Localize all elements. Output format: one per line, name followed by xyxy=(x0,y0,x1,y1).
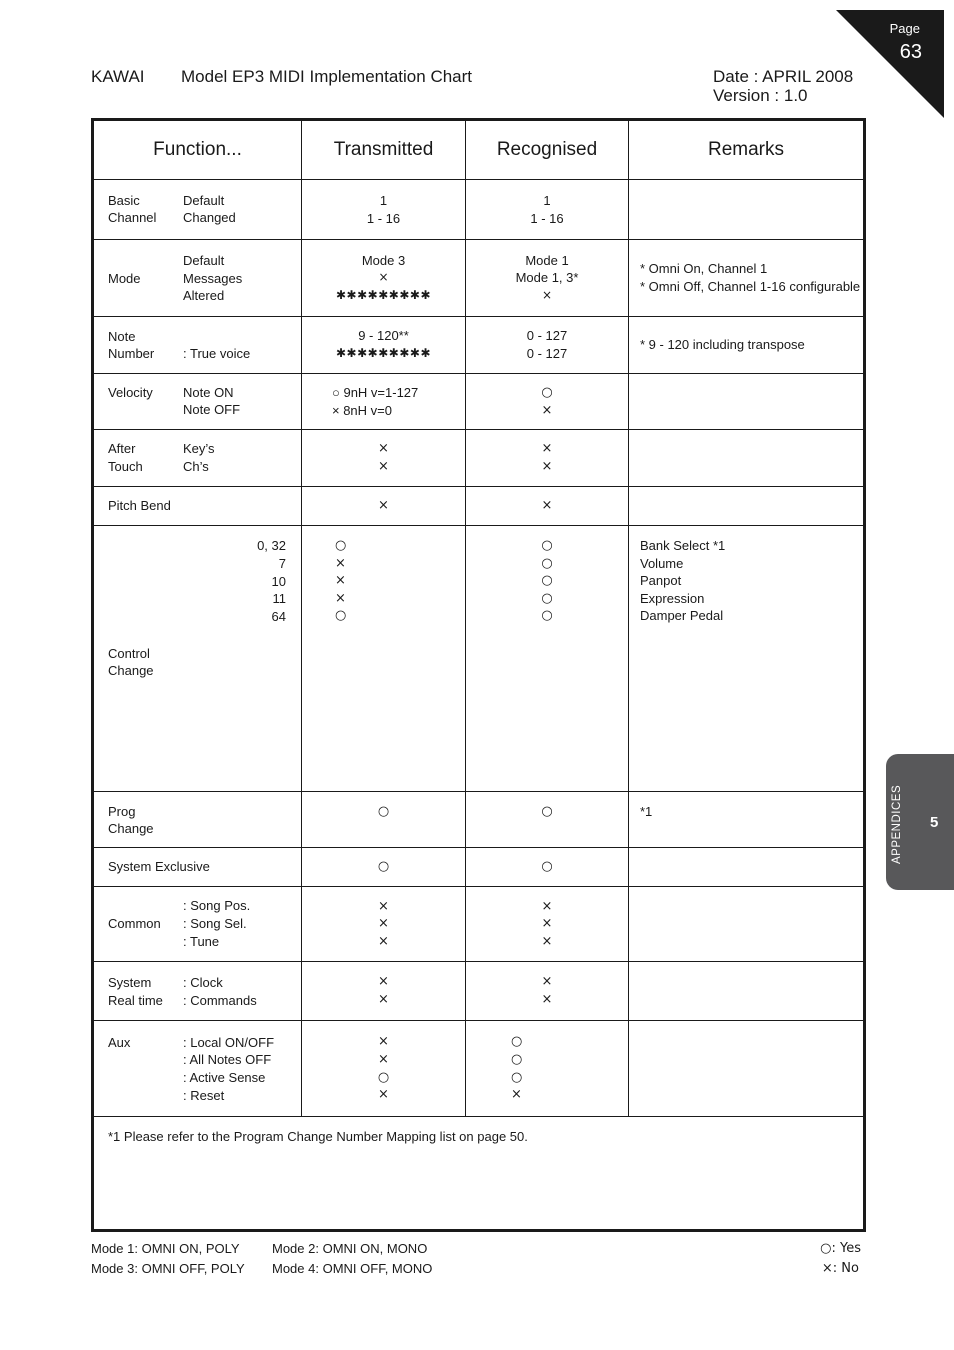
row-control-change xyxy=(93,526,865,792)
chart-version: Version : 1.0 xyxy=(713,86,808,105)
function-label: Touch xyxy=(108,459,143,474)
function-label: Note xyxy=(108,329,136,344)
transmitted-cell xyxy=(302,180,466,240)
transmitted-cell xyxy=(302,430,466,487)
function-sublabel: : All Notes OFF xyxy=(183,1052,272,1067)
function-sublabel: Default xyxy=(183,253,225,268)
row-velocity xyxy=(93,374,865,430)
aux-symbol: × xyxy=(378,1087,389,1103)
cell-value: ○ 9nH v=1-127 xyxy=(332,384,419,400)
remarks-cell xyxy=(629,887,865,962)
aux-symbol: × xyxy=(378,1034,389,1050)
function-sublabel: Key’s xyxy=(183,441,215,456)
row-common xyxy=(93,887,865,962)
not-applicable-marker: ✱✱✱✱✱✱✱✱✱ xyxy=(336,346,431,360)
function-cell xyxy=(93,374,302,430)
transmitted-cell xyxy=(302,317,466,374)
col-header-transmitted: Transmitted xyxy=(302,120,466,180)
row-mode xyxy=(93,240,865,317)
no-symbol: × xyxy=(541,974,553,990)
function-sublabel: Altered xyxy=(183,288,225,303)
remarks-cell xyxy=(629,487,865,526)
no-symbol: × xyxy=(541,992,553,1007)
cc-symbol: ○ xyxy=(541,590,553,606)
cell-value: 1 - 16 xyxy=(366,210,401,226)
recognised-cell xyxy=(466,962,629,1021)
no-symbol: × xyxy=(541,441,553,457)
appendices-tab[interactable] xyxy=(886,754,954,890)
function-sublabel: : Reset xyxy=(183,1088,225,1103)
function-sublabel: Changed xyxy=(183,210,236,225)
row-notes xyxy=(93,1117,865,1231)
remarks-cell xyxy=(629,317,865,374)
function-label: Velocity xyxy=(108,385,153,400)
col-header-remarks: Remarks xyxy=(629,120,865,180)
row-note-number xyxy=(93,317,865,374)
function-sublabel: : Active Sense xyxy=(183,1070,266,1085)
transmitted-cell xyxy=(302,962,466,1021)
controller-number: 11 xyxy=(272,591,286,606)
function-sublabel: : Song Pos. xyxy=(183,898,251,913)
transmitted-cell xyxy=(302,526,466,792)
row-aux xyxy=(93,1021,865,1117)
function-cell xyxy=(93,1021,302,1117)
function-cell xyxy=(93,962,302,1021)
cell-value: Mode 3 xyxy=(361,252,406,268)
row-pitch-bend xyxy=(93,487,865,526)
no-symbol: × xyxy=(541,459,553,474)
function-sublabel: : Clock xyxy=(183,975,223,990)
recognised-cell xyxy=(466,317,629,374)
function-label: Number xyxy=(108,346,155,361)
function-sublabel: Messages xyxy=(183,271,243,286)
mode-legend-4: Mode 4: OMNI OFF, MONO xyxy=(272,1261,433,1276)
transmitted-cell xyxy=(302,374,466,430)
function-cell xyxy=(93,848,302,887)
no-symbol: × xyxy=(378,270,389,285)
cell-value: 9 - 120** xyxy=(358,328,409,344)
no-legend: ×: No xyxy=(821,1261,859,1276)
remarks-cell: *1 xyxy=(629,792,865,848)
no-symbol: × xyxy=(378,441,389,457)
row-system-real-time xyxy=(93,962,865,1021)
recognised-cell xyxy=(466,1021,629,1117)
cell-value: 1 xyxy=(379,192,388,208)
recognised-cell: ○ xyxy=(466,848,629,887)
function-sublabel: Note OFF xyxy=(183,402,241,417)
transmitted-cell: ○ xyxy=(302,848,466,887)
no-symbol: × xyxy=(378,933,389,949)
function-label: System xyxy=(108,975,152,990)
remarks-cell xyxy=(629,526,865,792)
appendices-tab-number: 5 xyxy=(930,814,939,831)
page-number: 63 xyxy=(899,41,922,63)
row-system-exclusive xyxy=(93,848,865,887)
cc-symbol: × xyxy=(335,573,346,589)
row-after-touch xyxy=(93,430,865,487)
not-applicable-marker: ✱✱✱✱✱✱✱✱✱ xyxy=(336,287,431,302)
function-sublabel: : Commands xyxy=(183,993,257,1008)
transmitted-cell: ○ xyxy=(302,792,466,848)
yes-symbol: ○ xyxy=(541,384,553,400)
col-header-recognised: Recognised xyxy=(466,120,629,180)
remarks-cell xyxy=(629,962,865,1021)
brand-name: KAWAI xyxy=(91,67,145,86)
remark-text: Panpot xyxy=(640,573,682,589)
chart-title: Model EP3 MIDI Implementation Chart xyxy=(181,67,473,86)
function-cell xyxy=(93,526,302,792)
mode-legend-3: Mode 3: OMNI OFF, POLY xyxy=(91,1261,245,1276)
function-cell xyxy=(93,240,302,317)
remarks-cell xyxy=(629,848,865,887)
recognised-cell xyxy=(466,526,629,792)
cc-symbol: × xyxy=(335,555,346,571)
function-label: Pitch Bend xyxy=(108,498,171,513)
col-header-function: Function... xyxy=(93,120,302,180)
no-symbol: × xyxy=(541,916,553,932)
function-cell xyxy=(93,792,302,848)
controller-number: 0, 32 xyxy=(257,538,286,553)
aux-symbol: ○ xyxy=(511,1051,523,1067)
remark-text: * Omni Off, Channel 1-16 configurable xyxy=(640,279,861,294)
transmitted-cell xyxy=(302,887,466,962)
function-cell xyxy=(93,180,302,240)
cc-symbol: ○ xyxy=(335,608,347,624)
no-symbol: × xyxy=(378,974,389,990)
function-cell xyxy=(93,317,302,374)
mode-legend-1: Mode 1: OMNI ON, POLY xyxy=(91,1241,240,1256)
transmitted-cell xyxy=(302,240,466,317)
function-label: Change xyxy=(108,663,154,678)
function-label: System Exclusive xyxy=(108,859,210,874)
cc-symbol: ○ xyxy=(335,538,347,553)
cc-symbol: ○ xyxy=(541,555,553,571)
remarks-cell xyxy=(629,430,865,487)
function-cell xyxy=(93,430,302,487)
remark-text: * Omni On, Channel 1 xyxy=(640,261,768,277)
function-label: Prog xyxy=(108,804,136,819)
function-label: Real time xyxy=(108,993,163,1008)
no-symbol: × xyxy=(541,287,553,302)
function-label: Basic xyxy=(108,193,140,208)
no-symbol: × xyxy=(541,898,553,914)
recognised-cell: × xyxy=(466,487,629,526)
recognised-cell xyxy=(466,180,629,240)
cc-symbol: ○ xyxy=(541,608,553,624)
footnote-text: *1 Please refer to the Program Change Number Mapping list on page 50. xyxy=(108,1129,528,1144)
cell-value: Mode 1 xyxy=(525,252,569,268)
no-symbol: × xyxy=(378,459,389,474)
no-symbol: × xyxy=(378,992,389,1007)
chart-date: Date : APRIL 2008 xyxy=(713,67,854,86)
row-prog-change xyxy=(93,792,865,848)
aux-symbol: ○ xyxy=(377,1069,390,1085)
aux-symbol: × xyxy=(511,1087,522,1103)
aux-symbol: ○ xyxy=(511,1069,523,1085)
cell-value: 0 - 127 xyxy=(526,328,568,344)
midi-implementation-table xyxy=(91,118,866,1232)
page-label: Page xyxy=(889,21,920,36)
function-label: Common xyxy=(108,916,161,931)
cc-symbol: ○ xyxy=(541,573,553,589)
function-sublabel: Default xyxy=(183,193,225,208)
cell-value: 1 xyxy=(543,192,551,208)
recognised-cell: ○ xyxy=(466,792,629,848)
appendices-tab-label: APPENDICES xyxy=(891,784,903,864)
remark-text: Damper Pedal xyxy=(640,608,724,624)
table-header-row xyxy=(93,120,865,180)
function-sublabel: Note ON xyxy=(183,385,234,400)
remarks-cell xyxy=(629,240,865,317)
function-sublabel: Ch’s xyxy=(183,459,209,474)
aux-symbol: ○ xyxy=(511,1034,523,1050)
cc-symbol: ○ xyxy=(541,538,553,553)
function-label: Mode xyxy=(108,271,141,286)
function-sublabel: : True voice xyxy=(183,346,251,361)
remarks-cell xyxy=(629,374,865,430)
transmitted-cell: × xyxy=(302,487,466,526)
cell-value: × 8nH v=0 xyxy=(332,402,392,418)
function-sublabel: : Local ON/OFF xyxy=(183,1035,275,1050)
recognised-cell xyxy=(466,887,629,962)
remark-text: Expression xyxy=(640,590,705,606)
recognised-cell xyxy=(466,430,629,487)
function-sublabel: : Song Sel. xyxy=(183,916,247,931)
controller-number: 64 xyxy=(271,609,286,624)
notes-cell xyxy=(93,1117,865,1231)
function-label: Change xyxy=(108,821,154,836)
controller-number: 10 xyxy=(271,574,286,589)
remark-text: Bank Select *1 xyxy=(640,538,726,553)
remarks-cell xyxy=(629,180,865,240)
no-symbol: × xyxy=(541,402,553,418)
function-sublabel: : Tune xyxy=(183,934,220,949)
mode-legend-2: Mode 2: OMNI ON, MONO xyxy=(272,1241,428,1256)
transmitted-cell xyxy=(302,1021,466,1117)
no-symbol: × xyxy=(378,916,389,932)
row-basic-channel xyxy=(93,180,865,240)
cell-value: 0 - 127 xyxy=(526,346,568,361)
no-symbol: × xyxy=(378,898,389,914)
recognised-cell xyxy=(466,374,629,430)
remarks-cell xyxy=(629,1021,865,1117)
aux-symbol: × xyxy=(378,1051,389,1067)
cell-value: Mode 1, 3* xyxy=(515,270,579,286)
recognised-cell xyxy=(466,240,629,317)
no-symbol: × xyxy=(541,933,553,949)
function-cell xyxy=(93,487,302,526)
remark-text: * 9 - 120 including transpose xyxy=(640,337,805,353)
yes-legend: ○: Yes xyxy=(820,1241,861,1256)
cc-symbol: × xyxy=(335,590,346,606)
function-cell xyxy=(93,887,302,962)
cell-value: 1 - 16 xyxy=(530,210,564,226)
function-label: Channel xyxy=(108,210,157,225)
function-label: Aux xyxy=(108,1035,131,1050)
function-label: Control xyxy=(108,646,150,661)
remark-text: Volume xyxy=(640,555,684,571)
function-label: After xyxy=(108,441,136,456)
controller-number: 7 xyxy=(278,556,286,571)
